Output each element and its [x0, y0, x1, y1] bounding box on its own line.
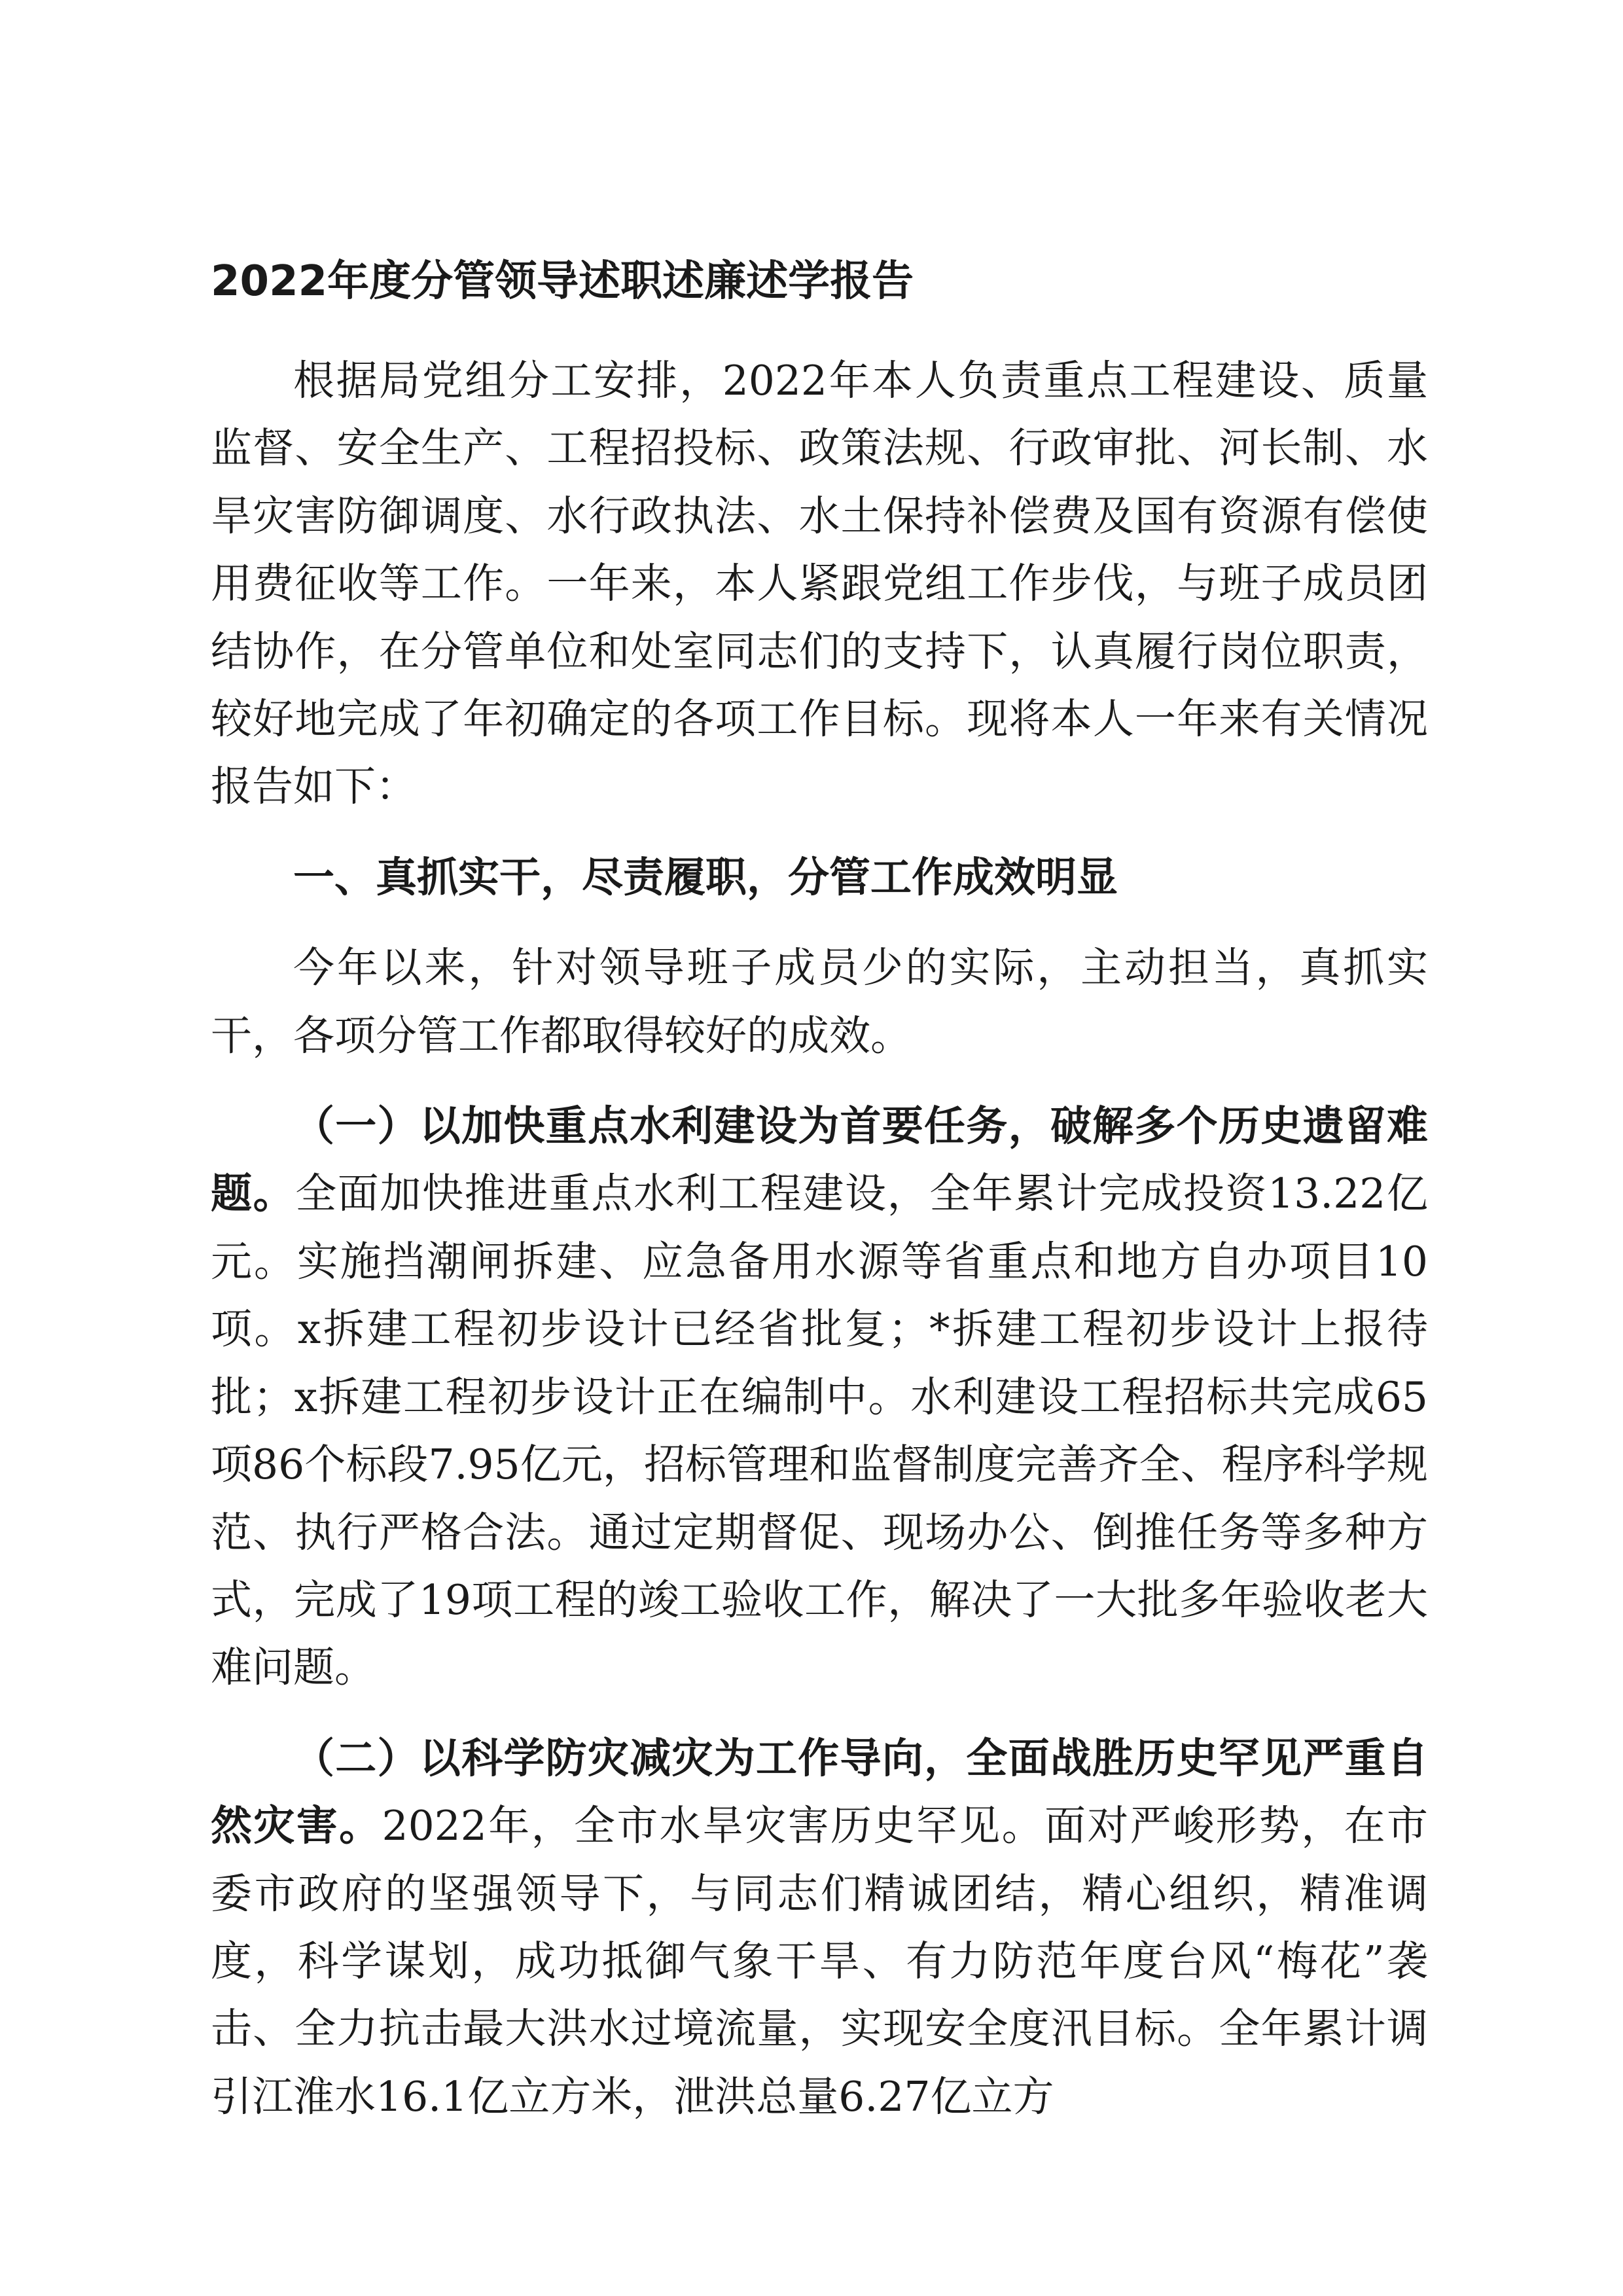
- document-title: 2022年度分管领导述职述廉述学报告: [211, 257, 914, 306]
- item-lead-1: （一）以加快重点水利建设为首要任务，破解多个历史遗留难题。: [211, 1102, 1428, 1218]
- document-body: [211, 347, 1428, 2130]
- item-lead-2: （二）以科学防灾减灾为工作导向，全面战胜历史罕见严重自然灾害。: [211, 1734, 1428, 1850]
- item-text-1: 全面加快推进重点水利工程建设，全年累计完成投资13.22亿元。实施挡潮闸拆建、应急备用水源等省重点和地方自办项目10项。x拆建工程初步设计已经省批复；*拆建工程初步设计上报待批；x拆建工程初步设计正在编制中。水利建设工程招标共完成65项86个标段7.95亿元，招标管理和监督制度完善齐全、程序科学规范、执行严格合法。通过定期督促、现场办公、倒推任务等多种方式，完成了19项工程的竣工验收工作，解决了一大批多年验收老大难问题。: [211, 1170, 1428, 1692]
- section-intro-paragraph: 今年以来，针对领导班子成员少的实际，主动担当，真抓实干，各项分管工作都取得较好的成效。: [211, 944, 1428, 1060]
- item-paragraph-1: [211, 1092, 1428, 1702]
- intro-paragraph: 根据局党组分工安排，2022年本人负责重点工程建设、质量监督、安全生产、工程招投标、政策法规、行政审批、河长制、水旱灾害防御调度、水行政执法、水土保持补偿费及国有资源有偿使用费征收等工作。一年来，本人紧跟党组工作步伐，与班子成员团结协作，在分管单位和处室同志们的支持下，认真履行岗位职责，较好地完成了年初确定的各项工作目标。现将本人一年来有关情况报告如下：: [211, 357, 1428, 811]
- item-text-2: 2022年，全市水旱灾害历史罕见。面对严峻形势，在市委市政府的坚强领导下，与同志们精诚团结，精心组织，精准调度，科学谋划，成功抵御气象干旱、有力防范年度台风“梅花”袭击、全力抗击最大洪水过境流量，实现安全度汛目标。全年累计调引江淮水16.1亿立方米，泄洪总量6.27亿立方: [211, 1802, 1429, 2121]
- section-heading: 一、真抓实干，尽责履职，分管工作成效明显: [293, 853, 1118, 901]
- item-paragraph-2: [211, 1725, 1428, 2130]
